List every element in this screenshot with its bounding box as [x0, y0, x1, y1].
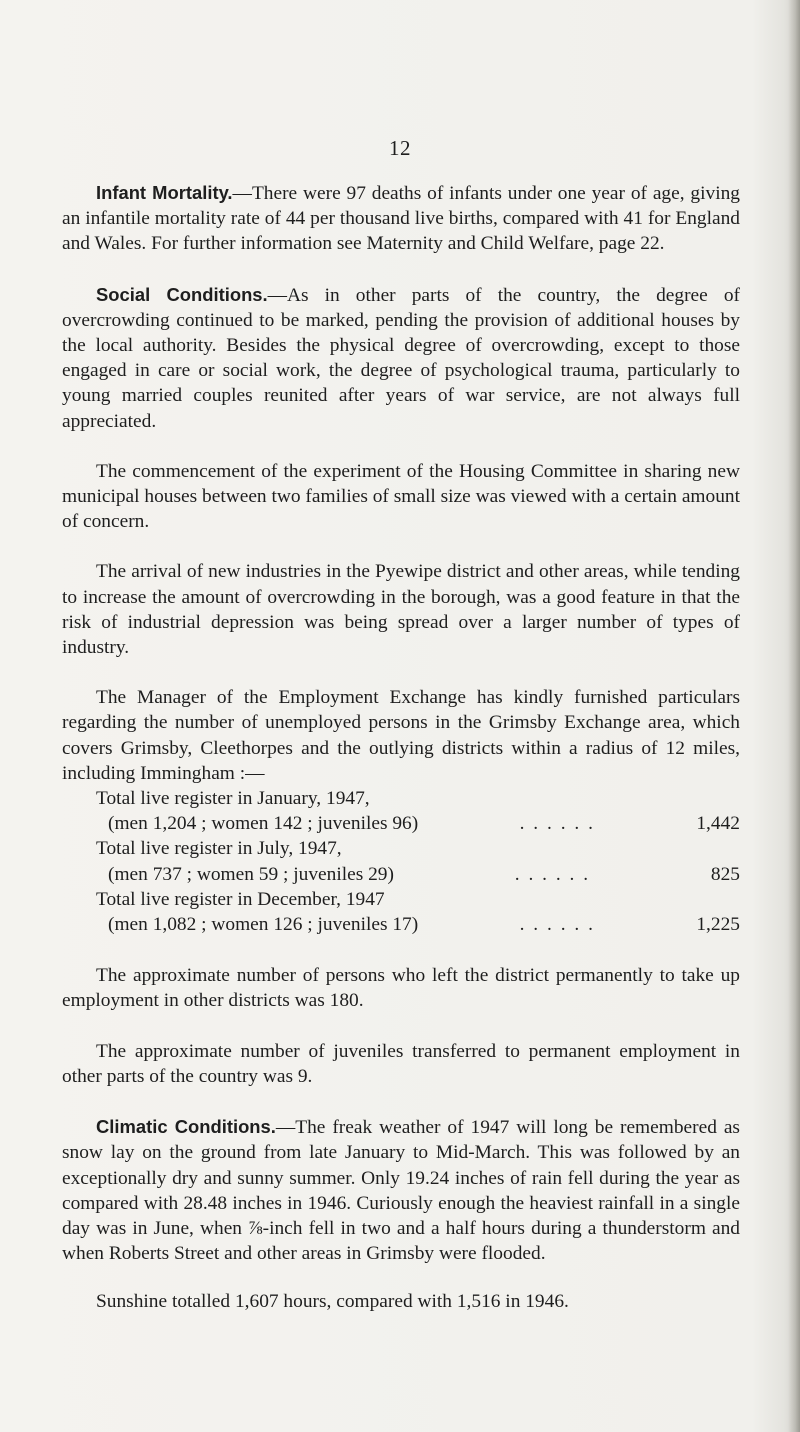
paragraph-new-industries: The arrival of new industries in the Pyewipe district and other areas, while tending to increase the amount of overcrowding in the borough, was a good feature in that the risk of industrial depression was being spread over a larger number of types of industry.: [62, 561, 740, 659]
dot-leader: . . . . . .: [514, 863, 591, 885]
paragraph-left-district: The approximate number of persons who left the district permanently to take up employment in other districts was 180.: [62, 965, 740, 1012]
register-title: Total live register in July, 1947,: [96, 838, 342, 860]
paragraph-infant-mortality: [62, 180, 740, 257]
register-detail-row: [62, 862, 740, 887]
register-value: 825: [710, 863, 740, 885]
paragraph-climatic-conditions: [62, 1114, 740, 1266]
heading-infant-mortality: Infant Mortality.: [96, 182, 233, 203]
register-detail: (men 1,082 ; women 126 ; juveniles 17): [108, 914, 419, 936]
register-detail-row: [62, 912, 740, 937]
heading-social-conditions: Social Conditions.: [96, 283, 268, 305]
list-item: [62, 786, 740, 836]
register-title: Total live register in December, 1947: [96, 888, 385, 910]
register-value: 1,442: [696, 813, 740, 835]
page-body: [62, 180, 740, 1340]
paragraph-juveniles-transferred: The approximate number of juveniles transferred to permanent employment in other parts of the country was 9.: [62, 1040, 740, 1087]
paragraph-social-conditions: [62, 282, 740, 434]
paragraph-employment-exchange: The Manager of the Employment Exchange has kindly furnished particulars regarding the number of unemployed persons in the Grimsby Exchange area, which covers Grimsby, Cleethorpes and the outlying districts within a radius of 12 miles, including Immingham :—: [62, 687, 740, 784]
register-detail: (men 1,204 ; women 142 ; juveniles 96): [108, 813, 419, 835]
heading-climatic-conditions: Climatic Conditions.: [96, 1116, 276, 1138]
social-conditions-text: —As in other parts of the country, the degree of overcrowding continued to be marked, pending the provision of additional houses by the local authority. Besides the physical degree of overcrowding, except to those engaged in care or social work, the degree of psychological trauma, particularly to young married couples reunited after years of war service, are not always full appreciated.: [62, 284, 740, 432]
list-item: [62, 836, 740, 886]
dot-leader: . . . . . .: [519, 914, 595, 936]
page-number: 12: [389, 136, 411, 160]
register-detail-row: [62, 811, 740, 836]
dot-leader: . . . . . .: [519, 813, 595, 835]
paragraph-housing-experiment: The commencement of the experiment of the Housing Committee in sharing new municipal houses between two families of small size was viewed with a certain amount of concern.: [62, 460, 740, 533]
register-detail: (men 737 ; women 59 ; juveniles 29): [108, 863, 394, 885]
climatic-conditions-text: —The freak weather of 1947 will long be remembered as snow lay on the ground from late January to Mid-March. This was followed by an exceptionally dry and sunny summer. Only 19.24 inches of rain fell during the year as compared with 28.48 inches in 1946. Curiously enough the heaviest rainfall in a single day was in June, when ⅞-inch fell in two and a half hours during a thunderstorm and when Roberts Street and other areas in Grimsby were flooded.: [62, 1117, 740, 1265]
register-value: 1,225: [696, 914, 740, 936]
paragraph-sunshine: Sunshine totalled 1,607 hours, compared with 1,516 in 1946.: [96, 1291, 569, 1313]
register-title: Total live register in January, 1947,: [96, 788, 370, 810]
live-register-list: [62, 786, 740, 937]
page-edge-shadow: [788, 0, 800, 1432]
infant-mortality-text: —There were 97 deaths of infants under one year of age, giving an infantile mortality rate of 44 per thousand live births, compared with 41 for England and Wales. For further information see Maternity and Child Welfare, page 22.: [62, 183, 740, 255]
list-item: [62, 887, 740, 937]
